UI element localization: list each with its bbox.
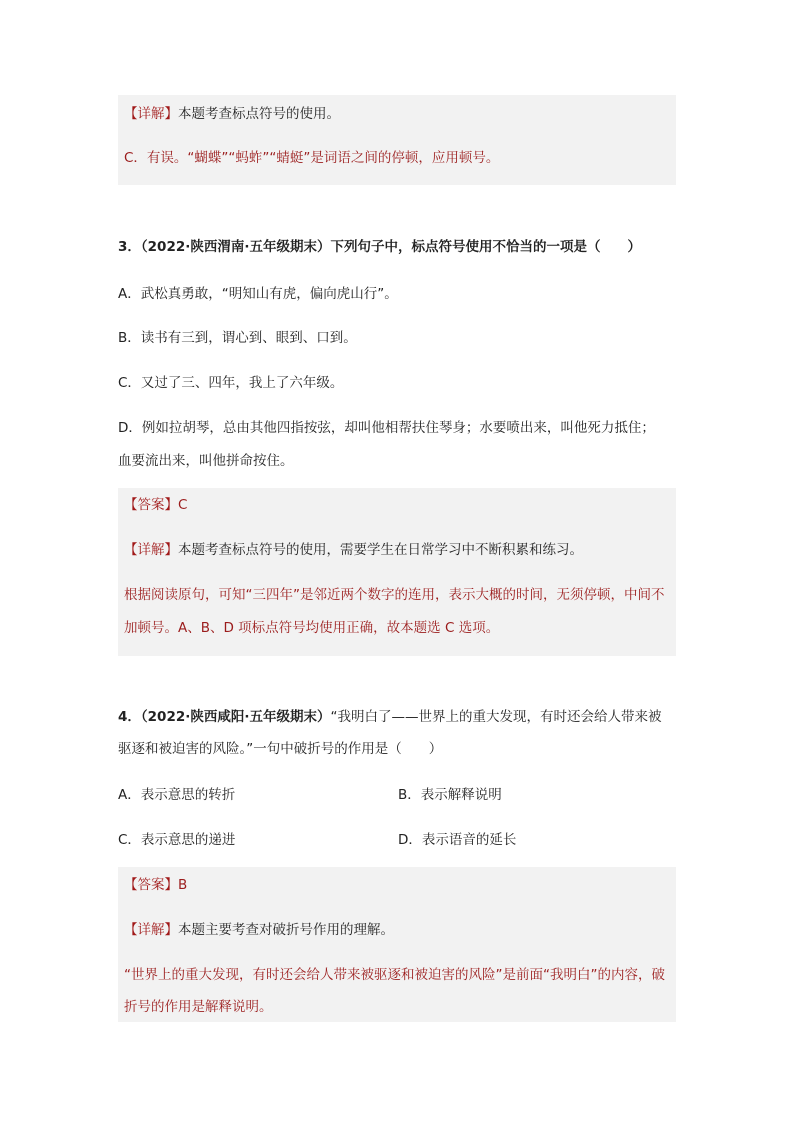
q4-option-d: D．表示语音的延长 — [398, 832, 517, 848]
answer-tag: 【答案】 — [124, 877, 178, 893]
answer-tag: 【答案】 — [124, 497, 178, 513]
q3-option-b: B．读书有三到，谓心到、眼到、口到。 — [118, 330, 357, 346]
prev-analysis-line: C．有误。“蝴蝶”“蚂蚱”“蜻蜓”是词语之间的停顿，应用顿号。 — [124, 150, 500, 166]
q4-detail-line — [124, 920, 394, 940]
q4-stem-line-2: 驱逐和被迫害的风险。”一句中破折号的作用是（ ） — [118, 741, 443, 757]
q3-analysis-line-1: 根据阅读原句，可知“三四年”是邻近两个数字的连用，表示大概的时间，无须停顿，中间不 — [124, 587, 665, 603]
q3-source: （2022·陕西渭南·五年级期末） — [140, 239, 331, 255]
detail-text: 本题主要考查对破折号作用的理解。 — [178, 922, 394, 938]
answer-value: B — [178, 877, 188, 893]
q4-source: （2022·陕西咸阳·五年级期末） — [140, 709, 331, 725]
q4-option-a: A．表示意思的转折 — [118, 787, 236, 803]
q4-option-b: B．表示解释说明 — [398, 787, 502, 803]
detail-tag: 【详解】 — [124, 106, 178, 122]
q4-header — [118, 707, 662, 727]
answer-value: C — [178, 497, 188, 513]
detail-tag: 【详解】 — [124, 922, 178, 938]
q4-analysis-line-1: “世界上的重大发现，有时还会给人带来被驱逐和被迫害的风险”是前面“我明白”的内容，破 — [124, 967, 665, 983]
q3-option-d: D．例如拉胡琴，总由其他四指按弦，却叫他相帮扶住琴身；水要喷出来，叫他死力抵住； — [118, 420, 655, 436]
q3-option-c: C．又过了三、四年，我上了六年级。 — [118, 375, 344, 391]
q3-analysis-line-2: 加顿号。A、B、D 项标点符号均使用正确，故本题选 C 选项。 — [124, 620, 500, 636]
q3-option-d-cont: 血要流出来，叫他拼命按住。 — [118, 453, 294, 469]
q3-detail-line — [124, 540, 583, 560]
q3-number: 3． — [118, 239, 141, 255]
q3-stem: 下列句子中，标点符号使用不恰当的一项是（ ） — [330, 239, 641, 255]
detail-text: 本题考查标点符号的使用，需要学生在日常学习中不断积累和练习。 — [178, 542, 583, 558]
q4-number: 4． — [118, 709, 141, 725]
q4-analysis-line-2: 折号的作用是解释说明。 — [124, 999, 273, 1015]
detail-tag: 【详解】 — [124, 542, 178, 558]
q3-option-a: A．武松真勇敢，“明知山有虎，偏向虎山行”。 — [118, 286, 398, 302]
detail-text: 本题考查标点符号的使用。 — [178, 106, 340, 122]
q4-option-c: C．表示意思的递进 — [118, 832, 236, 848]
q3-answer-line — [124, 495, 187, 515]
q4-answer-line — [124, 875, 187, 895]
q3-header — [118, 237, 641, 257]
prev-detail-line — [124, 104, 340, 124]
q4-stem-1: “我明白了——世界上的重大发现，有时还会给人带来被 — [330, 709, 662, 725]
